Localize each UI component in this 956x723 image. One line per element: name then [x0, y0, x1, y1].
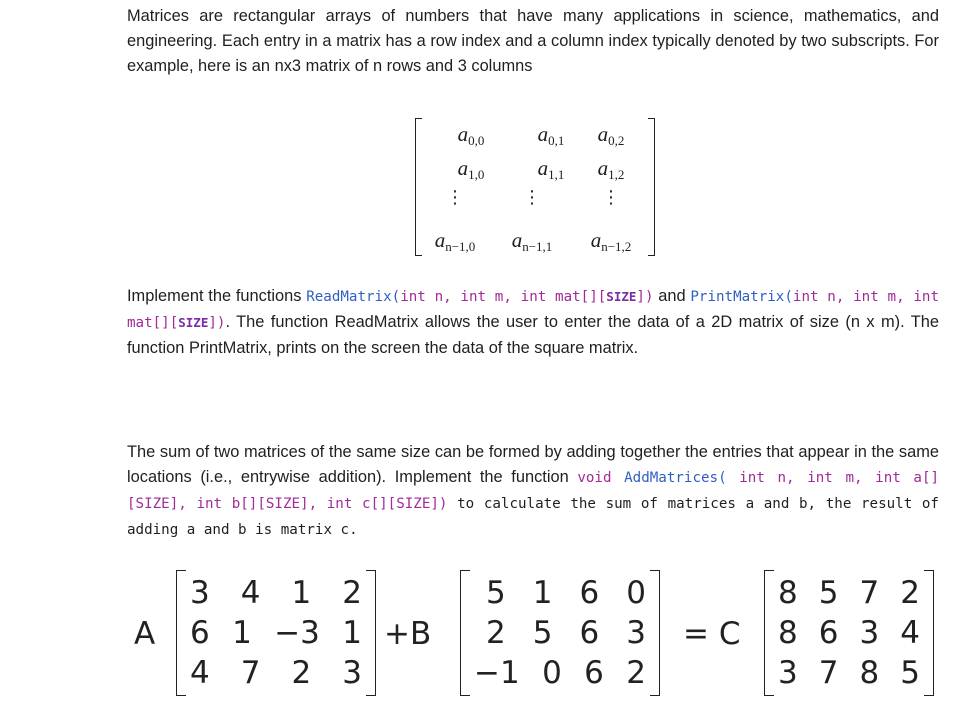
right-bracket — [650, 570, 660, 696]
matrix-entry: $a_{0,0}$ — [457, 122, 485, 148]
sum-paragraph: The sum of two matrices of the same size can be formed by adding together the entries that appear in the same locations (i.e., entrywise addition). Implement the function void AddMatrices( int n, int m, int a[][SIZE], int b[][SIZE], int c[][SIZE]) to calculate the sum of matrices a and b, the result of adding a and b is matrix c. — [127, 443, 940, 538]
matrix-entry: $a_{n-1,1}$ — [511, 228, 553, 254]
matrix-sum-equation — [0, 570, 956, 710]
matrix-entry: $a_{0,2}$ — [597, 122, 625, 148]
matrix-c: 8 5 7 2 8 6 3 4 3 7 8 5 — [764, 570, 934, 696]
matrix-b: 5 1 6 0 2 5 6 3 −1 0 6 2 — [460, 570, 660, 696]
right-bracket — [648, 118, 655, 256]
print-matrix-fn: PrintMatrix — [690, 289, 785, 305]
label-equals-c: = C — [683, 616, 741, 652]
vertical-dots: ⋮ — [602, 187, 620, 208]
symbolic-matrix — [415, 118, 655, 256]
intro-paragraph: Matrices are rectangular arrays of numbers that have many applications in science, mathematics, and engineering. Each entry in a matrix has a row index and a column index typically denoted by two subscripts. For example, here is an nx3 matrix of n rows and 3 columns — [127, 7, 939, 75]
implement-paragraph: Implement the functions ReadMatrix(int n, int m, int mat[][SIZE]) and PrintMatrix(int n, int m, int mat[][SIZE]). The function ReadMatrix allows the user to enter the data of a 2D matrix of size (n x m). The function PrintMatrix, prints on the screen the data of the square matrix. — [127, 287, 939, 357]
left-bracket — [415, 118, 422, 256]
left-bracket — [176, 570, 186, 696]
matrix-entry: $a_{1,0}$ — [457, 156, 485, 182]
vertical-dots: ⋮ — [523, 187, 541, 208]
matrix-a: 3 4 1 2 6 1 −3 1 4 7 2 3 — [176, 570, 376, 696]
left-bracket — [764, 570, 774, 696]
matrix-entry: $a_{1,1}$ — [537, 156, 565, 182]
matrix-entry: $a_{1,2}$ — [597, 156, 625, 182]
vertical-dots: ⋮ — [446, 187, 464, 208]
matrix-entry: $a_{n-1,0}$ — [434, 228, 476, 254]
right-bracket — [924, 570, 934, 696]
add-matrices-fn: AddMatrices( — [611, 470, 727, 486]
matrix-entry: $a_{n-1,2}$ — [590, 228, 632, 254]
matrix-entry: $a_{0,1}$ — [537, 122, 565, 148]
read-matrix-fn: ReadMatrix — [306, 289, 392, 305]
label-plus-b: +B — [384, 616, 432, 652]
right-bracket — [366, 570, 376, 696]
left-bracket — [460, 570, 470, 696]
label-a: A — [134, 616, 156, 652]
